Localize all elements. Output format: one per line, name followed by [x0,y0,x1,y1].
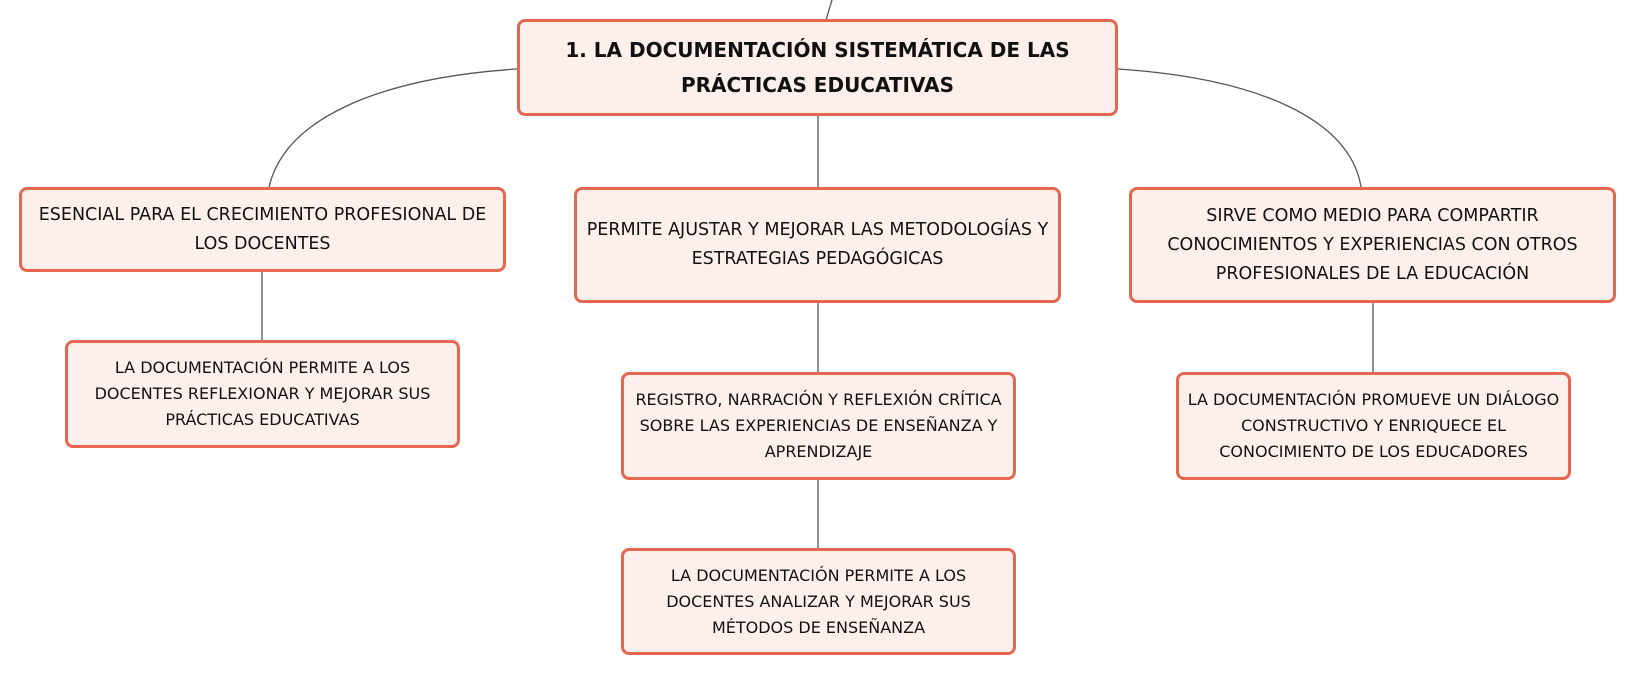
branch-topic-2[interactable] [574,187,1061,303]
subtopic-2-2-text: LA DOCUMENTACIÓN PERMITE A LOS DOCENTES ANALIZAR Y MEJORAR SUS MÉTODOS DE ENSEÑANZA [666,565,971,637]
connector-root-branch-3 [1118,69,1361,187]
subtopic-2-2[interactable] [621,548,1016,655]
subtopic-1-1-text: LA DOCUMENTACIÓN PERMITE A LOS DOCENTES REFLEXIONAR Y MEJORAR SUS PRÁCTICAS EDUCATIVAS [94,358,431,429]
subtopic-3-1-text: LA DOCUMENTACIÓN PROMUEVE UN DIÁLOGO CONSTRUCTIVO Y ENRIQUECE EL CONOCIMIENTO DE LOS EDUCADORES [1187,390,1560,461]
connector-parent-root [826,0,832,20]
branch-topic-3-text: SIRVE COMO MEDIO PARA COMPARTIR CONOCIMIENTOS Y EXPERIENCIAS CON OTROS PROFESIONALES DE LA EDUCACIÓN [1167,205,1578,284]
branch-topic-3[interactable] [1129,187,1616,303]
subtopic-2-1-text: REGISTRO, NARRACIÓN Y REFLEXIÓN CRÍTICA SOBRE LAS EXPERIENCIAS DE ENSEÑANZA Y APRENDIZAJE [635,390,1002,461]
branch-topic-1-text: ESENCIAL PARA EL CRECIMIENTO PROFESIONAL DE LOS DOCENTES [38,204,487,254]
branch-topic-2-text: PERMITE AJUSTAR Y MEJORAR LAS METODOLOGÍAS Y ESTRATEGIAS PEDAGÓGICAS [586,220,1049,269]
connector-root-branch-1 [269,69,517,187]
subtopic-3-1[interactable] [1176,372,1571,480]
root-topic[interactable] [517,19,1118,116]
subtopic-1-1[interactable] [65,340,460,448]
branch-topic-1[interactable] [19,187,506,272]
subtopic-2-1[interactable] [621,372,1016,480]
root-topic-text: 1. LA DOCUMENTACIÓN SISTEMÁTICA DE LAS PRÁCTICAS EDUCATIVAS [565,37,1070,97]
